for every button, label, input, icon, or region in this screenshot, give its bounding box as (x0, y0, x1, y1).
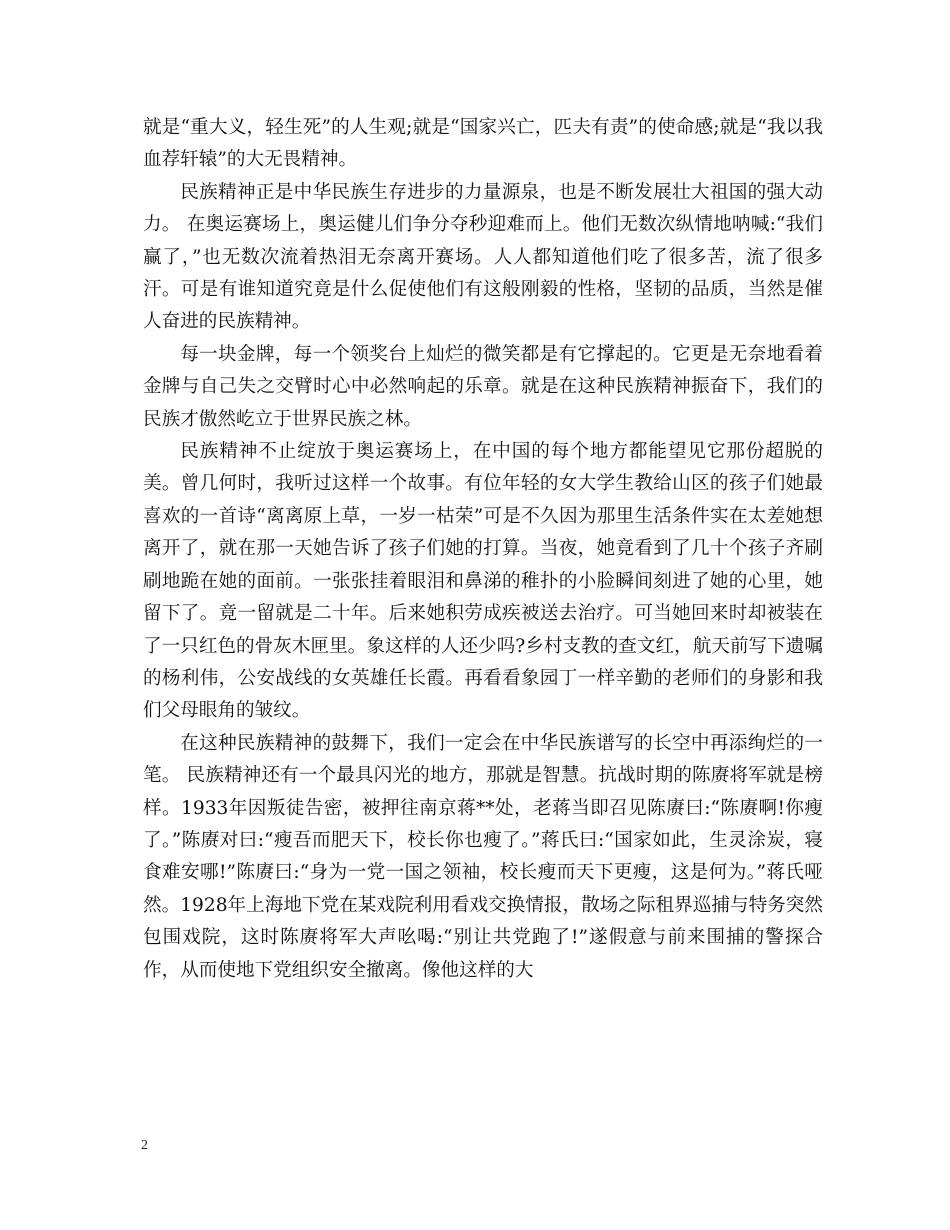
document-body (143, 112, 823, 987)
paragraph-3: 每一块金牌，每一个领奖台上灿烂的微笑都是有它撑起的。它更是无奈地看着金牌与自己失之交臂时心中必然响起的乐章。就是在这种民族精神振奋下，我们的民族才傲然屹立于世界民族之林。 (143, 343, 823, 430)
paragraph-2: 民族精神正是中华民族生存进步的力量源泉，也是不断发展壮大祖国的强大动力。 在奥运赛场上，奥运健儿们争分夺秒迎难而上。他们无数次纵情地呐喊:“我们赢了，”也无数次流着热泪无奈离开赛场。人人都知道他们吃了很多苦，流了很多汗。可是有谁知道究竟是什么促使他们有这般刚毅的性格，坚韧的品质，当然是催人奋进的民族精神。 (143, 181, 823, 333)
page-number: 2 (141, 1138, 148, 1153)
paragraph-1: 就是“重大义，轻生死”的人生观;就是“国家兴亡，匹夫有责”的使命感;就是“我以我血荐轩辕”的大无畏精神。 (143, 117, 823, 171)
paragraph-4: 民族精神不止绽放于奥运赛场上，在中国的每个地方都能望见它那份超脱的美。曾几何时，我听过这样一个故事。有位年轻的女大学生教给山区的孩子们她最喜欢的一首诗“离离原上草，一岁一枯荣”可是不久因为那里生活条件实在太差她想离开了，就在那一天她告诉了孩子们她的打算。当夜，她竟看到了几十个孩子齐刷刷地跪在她的面前。一张张挂着眼泪和鼻涕的稚扑的小脸瞬间刻进了她的心里，她留下了。竟一留就是二十年。后来她积劳成疾被送去治疗。可当她回来时却被装在了一只红色的骨灰木匣里。象这样的人还少吗?乡村支教的查文红，航天前写下遗嘱的杨利伟，公安战线的女英雄任长霞。再看看象园丁一样辛勤的老师们的身影和我们父母眼角的皱纹。 (143, 441, 823, 722)
paragraph-5: 在这种民族精神的鼓舞下，我们一定会在中华民族谱写的长空中再添绚烂的一笔。 民族精神还有一个最具闪光的地方，那就是智慧。抗战时期的陈赓将军就是榜样。1933年因叛徒告密，被押往南京蒋**处，老蒋当即召见陈赓曰:“陈赓啊!你瘦了。”陈赓对曰:“瘦吾而肥天下，校长你也瘦了。”蒋氏曰:“国家如此，生灵涂炭，寝食难安哪!”陈赓曰:“身为一党一国之领袖，校长瘦而天下更瘦，这是何为。”蒋氏哑然。1928年上海地下党在某戏院利用看戏交换情报，散场之际租界巡捕与特务突然包围戏院，这时陈赓将军大声吆喝:“别让共党跑了!”遂假意与前来围捕的警探合作，从而使地下党组织安全撤离。像他这样的大 (143, 732, 823, 981)
